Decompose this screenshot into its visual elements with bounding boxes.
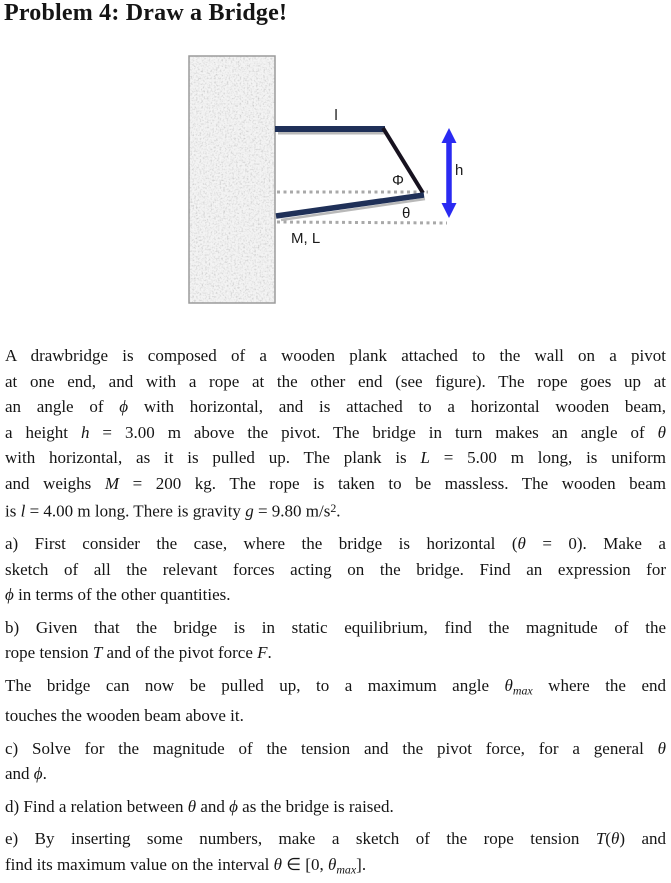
text-line (5, 673, 666, 704)
arrow-up-head-icon (442, 128, 457, 143)
text-segment: . (267, 643, 272, 663)
text-line (5, 420, 666, 446)
text-line (5, 496, 666, 524)
text-segment: h (80, 422, 90, 442)
plank-mass-length-label: M, L (291, 230, 321, 247)
text-segment: ϕ (5, 585, 14, 605)
text-segment: = 9.80 m/s (253, 501, 331, 521)
text-segment: with horizontal, and is attached to a horizontal wooden beam, (128, 397, 667, 416)
text-line (5, 582, 666, 608)
text-line (5, 852, 666, 883)
theta-angle-label: θ (402, 205, 411, 222)
text-line (5, 394, 666, 420)
text-segment: an angle of (5, 397, 120, 416)
phi-angle-label: Φ (392, 172, 404, 189)
text-segment: sketch of all the relevant forces acting on the bridge. Find an expression for (5, 559, 666, 579)
text-line (5, 826, 666, 852)
bridge-figure (0, 0, 671, 332)
paragraph (5, 615, 666, 666)
text-line (5, 640, 666, 666)
text-line (5, 471, 666, 497)
text-segment: as the bridge is raised. (237, 796, 394, 816)
text-segment: θ (657, 422, 666, 442)
text-segment: L (420, 448, 430, 467)
wall-texture (189, 56, 275, 303)
text-segment: θ (327, 854, 337, 874)
text-segment: θ (657, 738, 666, 758)
text-segment: a height (5, 422, 81, 442)
text-line (5, 736, 666, 762)
text-segment: at one end, and with a rope at the other end (see figure). The rope goes up at (5, 371, 666, 391)
text-segment: where the end (532, 675, 667, 695)
text-line (5, 794, 666, 820)
text-segment: and (196, 796, 230, 816)
text-line (5, 531, 666, 557)
text-segment: θ (504, 675, 513, 695)
text-segment: = 5.00 m long, is uniform (429, 448, 666, 467)
text-segment: a) First consider the case, where the bridge is horizontal ( (5, 534, 518, 554)
paragraph (5, 794, 666, 820)
paragraph (5, 736, 666, 787)
text-segment: M (104, 473, 120, 493)
text-line (5, 369, 666, 395)
text-segment: g (245, 501, 254, 521)
beam-shadow (278, 132, 387, 135)
text-segment: ϕ (119, 397, 129, 416)
text-segment: ϕ (33, 764, 43, 784)
text-line (5, 445, 666, 471)
text-line (5, 761, 666, 787)
text-line (5, 343, 666, 369)
height-label: h (455, 162, 464, 179)
problem-title: Problem 4: Draw a Bridge! (4, 0, 288, 26)
text-segment: = 200 kg. The rope is taken to be massless. The wooden beam (119, 473, 666, 493)
text-segment: . (42, 764, 47, 784)
text-segment: ( (605, 829, 611, 849)
text-segment: and weighs (5, 473, 105, 493)
text-segment: θ (187, 796, 197, 816)
paragraph (5, 826, 666, 882)
text-segment: ∈ [0, (282, 854, 328, 874)
text-segment: ]. (356, 854, 367, 874)
text-segment: d) Find a relation between (5, 796, 188, 816)
text-segment: A drawbridge is composed of a wooden plank attached to the wall on a pivot (5, 346, 666, 365)
problem-text (5, 343, 666, 883)
text-segment: . (336, 501, 341, 521)
text-segment: c) Solve for the magnitude of the tension and the pivot force, for a general (5, 738, 658, 758)
text-line (5, 703, 666, 729)
text-segment: ) and (619, 829, 666, 849)
text-segment: θ (517, 534, 526, 554)
text-segment: = 3.00 m above the pivot. The bridge in turn makes an angle of (89, 422, 658, 442)
beam-length-label: l (334, 107, 338, 124)
text-segment: and (5, 764, 34, 784)
text-segment: F (257, 643, 268, 663)
text-segment: l (20, 501, 26, 521)
arrow-down-head-icon (442, 203, 457, 218)
text-segment: 2 (330, 501, 337, 515)
paragraph (5, 673, 666, 729)
paragraph (5, 531, 666, 608)
text-segment: find its maximum value on the interval (5, 854, 274, 874)
text-segment: = 0). Make a (525, 534, 666, 554)
lower-dotted-reference-line (277, 222, 447, 223)
text-segment: T (595, 829, 606, 849)
text-segment: max (336, 862, 357, 877)
text-segment: rope tension (5, 643, 93, 663)
wooden-beam (275, 126, 385, 132)
text-segment: θ (273, 854, 282, 874)
text-segment: is (5, 501, 21, 521)
text-line (5, 557, 666, 583)
text-segment: touches the wooden beam above it. (5, 706, 244, 726)
text-line (5, 615, 666, 641)
text-segment: e) By inserting some numbers, make a sketch of the rope tension (5, 829, 596, 849)
text-segment: in terms of the other quantities. (13, 585, 231, 605)
text-segment: b) Given that the bridge is in static equilibrium, find the magnitude of the (5, 617, 666, 637)
text-segment: ϕ (229, 796, 238, 816)
text-segment: θ (610, 829, 620, 849)
paragraph (5, 343, 666, 524)
text-segment: = 4.00 m long. There is gravity (25, 501, 246, 521)
text-segment: max (512, 682, 533, 697)
text-segment: The bridge can now be pulled up, to a maximum angle (5, 675, 505, 695)
text-segment: T (92, 643, 103, 663)
text-segment: with horizontal, as it is pulled up. The plank is (5, 448, 421, 467)
text-segment: and of the pivot force (102, 643, 258, 663)
